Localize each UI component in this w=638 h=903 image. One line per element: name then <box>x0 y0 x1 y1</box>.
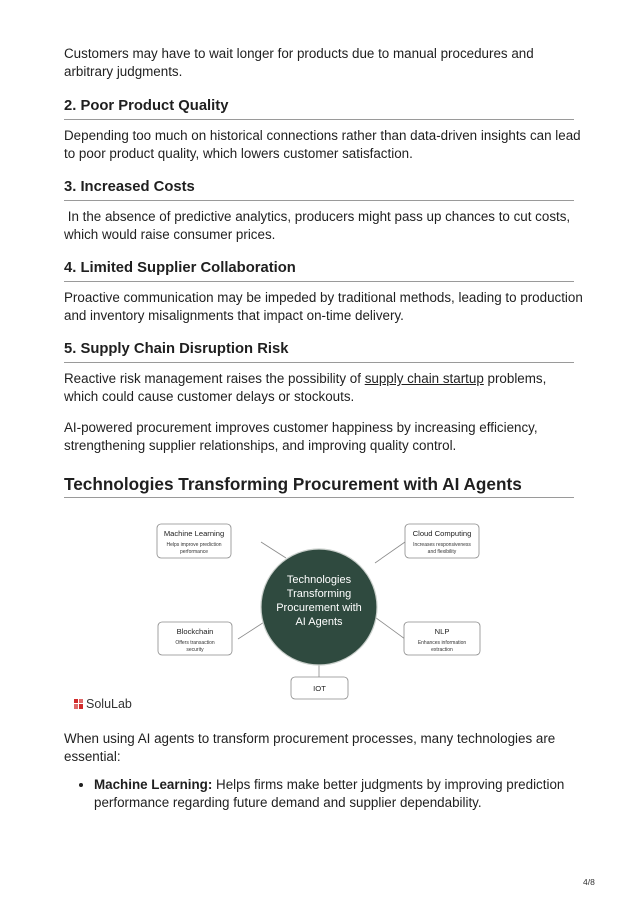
section-divider <box>64 497 574 498</box>
node-desc: and flexibility <box>427 549 457 555</box>
node-title: NLP <box>434 627 450 636</box>
node-desc: Helps improve prediction <box>166 542 222 548</box>
node-desc: security <box>186 647 204 653</box>
node-blockchain <box>158 622 232 655</box>
section-divider <box>64 200 574 201</box>
bullet-term: Machine Learning: <box>94 777 213 792</box>
page-number: 4/8 <box>583 877 595 887</box>
supply-chain-startup-link[interactable]: supply chain startup <box>364 371 484 386</box>
connector-nlp <box>372 615 405 639</box>
technologies-intro: When using AI agents to transform procurement processes, many technologies are essential: <box>64 731 556 764</box>
section-divider <box>64 281 574 282</box>
node-iot <box>291 677 348 699</box>
center-label-line-2: Transforming <box>286 588 352 600</box>
section-divider <box>64 362 574 363</box>
node-nlp <box>404 622 480 655</box>
connector-cloud-computing <box>375 542 405 563</box>
bullet-text: Helps firms make better judgments by improving prediction performance regarding future demand and supplier dependability. <box>94 777 565 810</box>
node-machine-learning <box>157 524 231 558</box>
node-title: Machine Learning <box>163 529 225 538</box>
center-label-line-4: AI Agents <box>295 616 343 628</box>
node-title: Cloud Computing <box>412 529 472 538</box>
node-desc: performance <box>179 549 209 555</box>
section-heading-limited-supplier-collaboration: 4. Limited Supplier Collaboration <box>64 260 296 276</box>
list-item <box>94 776 614 812</box>
intro-paragraph: Customers may have to wait longer for products due to manual procedures and arbitrary judgments. <box>64 46 534 79</box>
section-heading-poor-product-quality: 2. Poor Product Quality <box>64 98 229 114</box>
node-title: IOT <box>313 684 326 693</box>
solulab-logo-icon <box>74 699 83 709</box>
summary-paragraph: AI-powered procurement improves customer happiness by increasing efficiency, strengthening supplier relationships, and improving quality control. <box>64 420 538 453</box>
section-body-poor-product-quality: Depending too much on historical connections rather than data-driven insights can lead to poor product quality, which lowers customer satisfaction. <box>64 128 581 161</box>
section-body-limited-supplier-collaboration: Proactive communication may be impeded by traditional methods, leading to production and inventory misalignments that impact on-time delivery. <box>64 290 583 323</box>
node-title: Blockchain <box>176 627 214 636</box>
section-body-increased-costs: In the absence of predictive analytics, producers might pass up chances to cut costs, which would raise consumer prices. <box>64 209 574 242</box>
connector-machine-learning <box>261 542 286 558</box>
technologies-list <box>64 776 614 812</box>
solulab-logo-text: SoluLab <box>86 697 132 711</box>
technologies-diagram <box>150 515 490 710</box>
section-heading-increased-costs: 3. Increased Costs <box>64 179 195 195</box>
center-label-line-3: Procurement with <box>276 602 362 614</box>
center-label-line-1: Technologies <box>286 574 352 586</box>
node-desc: Offers transaction <box>175 640 215 646</box>
node-cloud-computing <box>405 524 479 558</box>
body-text: problems, which could cause customer delays or stockouts. <box>64 371 547 404</box>
body-text: Reactive risk management raises the possibility of <box>64 371 365 386</box>
section-body-supply-chain-disruption-risk <box>64 370 584 406</box>
solulab-logo <box>74 697 132 711</box>
node-desc: Increases responsiveness <box>413 542 471 548</box>
node-desc: Enhances information <box>417 640 467 646</box>
section-divider <box>64 119 574 120</box>
technologies-heading: Technologies Transforming Procurement with AI Agents <box>64 474 522 494</box>
section-heading-supply-chain-disruption-risk: 5. Supply Chain Disruption Risk <box>64 341 289 357</box>
node-desc: extraction <box>431 647 453 653</box>
